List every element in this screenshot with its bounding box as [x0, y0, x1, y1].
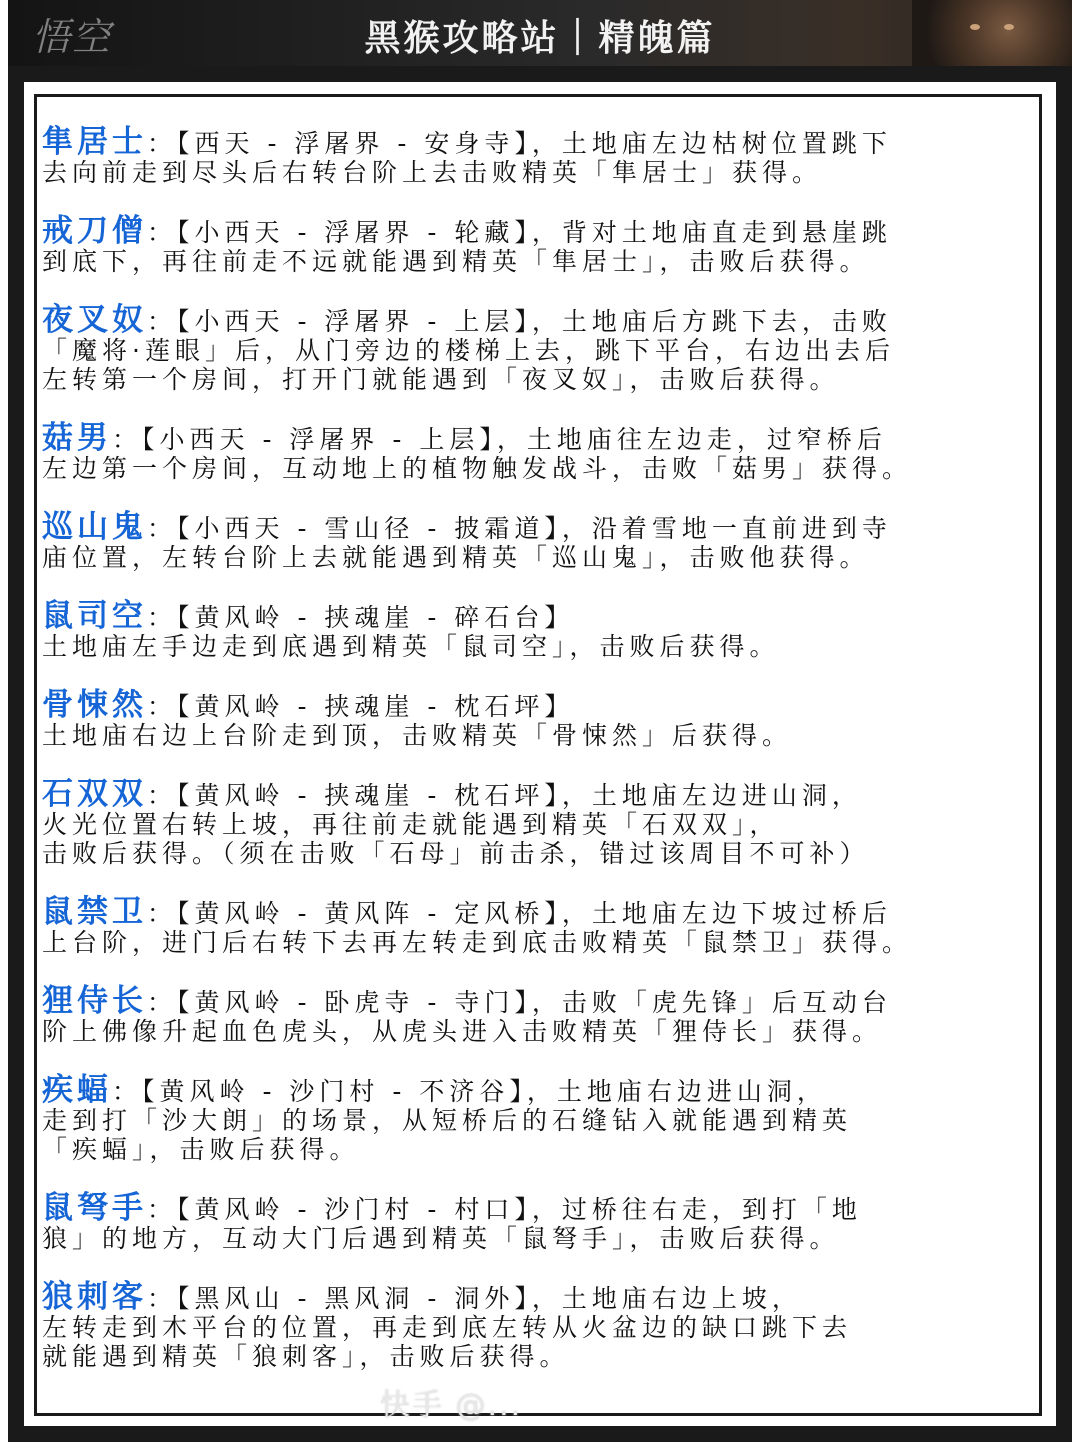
- entry-text: 上台阶，进门后右转下去再左转走到底击败精英「鼠禁卫」获得。: [42, 928, 913, 957]
- entry-first-line: [42, 894, 1042, 930]
- spirit-name: 鼠禁卫: [42, 894, 147, 930]
- entry-text: 左转走到木平台的位置，再走到底左转从火盆边的缺口跳下去: [42, 1313, 853, 1342]
- entry-line: [42, 632, 1042, 661]
- entry-line: [42, 721, 1042, 750]
- entry-text: 左边第一个房间，互动地上的植物触发战斗，击败「菇男」获得。: [42, 454, 913, 483]
- spirit-name: 夜叉奴: [42, 302, 147, 338]
- entry-text: ：【西天 - 浮屠界 - 安身寺】，土地庙左边枯树位置跳下: [147, 129, 892, 158]
- spirit-name: 狸侍长: [42, 983, 147, 1019]
- entry-first-line: [42, 1279, 1042, 1315]
- entry-text: ：【黄风岭 - 沙门村 - 村口】，过桥往右走，到打「地: [147, 1195, 862, 1224]
- spirit-entry: [42, 687, 1042, 750]
- entry-text: ：【黄风岭 - 黄风阵 - 定风桥】，土地庙左边下坡过桥后: [147, 899, 892, 928]
- header-banner: [8, 0, 1072, 66]
- entry-first-line: [42, 687, 1042, 723]
- entry-line: [42, 810, 1042, 839]
- entry-text: 土地庙左手边走到底遇到精英「鼠司空」，击败后获得。: [42, 632, 780, 661]
- entry-line: [42, 1224, 1042, 1253]
- entry-list: [42, 124, 1042, 1371]
- spirit-entry: [42, 213, 1042, 276]
- spirit-entry: [42, 776, 1042, 868]
- spirit-entry: [42, 1072, 1042, 1164]
- spirit-entry: [42, 983, 1042, 1046]
- entry-text: ：【黄风岭 - 沙门村 - 不济谷】，土地庙右边进山洞，: [112, 1077, 827, 1106]
- monkey-portrait-image: [912, 0, 1072, 66]
- entry-text: ：【小西天 - 雪山径 - 披霜道】，沿着雪地一直前进到寺: [147, 514, 892, 543]
- entry-line: [42, 1106, 1042, 1135]
- portrait-eye: [970, 24, 980, 30]
- entry-first-line: [42, 509, 1042, 545]
- entry-first-line: [42, 1072, 1042, 1108]
- page-title: 黑猴攻略站｜精魄篇: [364, 18, 716, 59]
- entry-text: ：【黄风岭 - 卧虎寺 - 寺门】，击败「虎先锋」后互动台: [147, 988, 892, 1017]
- entry-first-line: [42, 302, 1042, 338]
- entry-line: [42, 1017, 1042, 1046]
- entry-text: ：【黄风岭 - 挟魂崖 - 枕石坪】: [147, 692, 575, 721]
- spirit-name: 菇男: [42, 420, 112, 456]
- entry-text: 就能遇到精英「狼刺客」，击败后获得。: [42, 1342, 570, 1371]
- entry-text: 击败后获得。（须在击败「石母」前击杀，错过该周目不可补）: [42, 839, 870, 868]
- entry-line: [42, 543, 1042, 572]
- game-logo: 悟空: [32, 15, 113, 59]
- entry-first-line: [42, 420, 1042, 456]
- spirit-entry: [42, 1190, 1042, 1253]
- spirit-name: 隼居士: [42, 124, 147, 160]
- entry-text: 到底下，再往前走不远就能遇到精英「隼居士」，击败后获得。: [42, 247, 870, 276]
- entry-first-line: [42, 776, 1042, 812]
- spirit-name: 鼠司空: [42, 598, 147, 634]
- spirit-entry: [42, 1279, 1042, 1371]
- entry-text: ：【黄风岭 - 挟魂崖 - 碎石台】: [147, 603, 575, 632]
- entry-line: [42, 1313, 1042, 1342]
- entry-text: 去向前走到尽头后右转台阶上去击败精英「隼居士」获得。: [42, 158, 823, 187]
- spirit-name: 鼠弩手: [42, 1190, 147, 1226]
- entry-text: 土地庙右边上台阶走到顶，击败精英「骨悚然」后获得。: [42, 721, 793, 750]
- entry-first-line: [42, 124, 1042, 160]
- entry-line: [42, 454, 1042, 483]
- entry-first-line: [42, 983, 1042, 1019]
- entry-text: 走到打「沙大朗」的场景，从短桥后的石缝钻入就能遇到精英: [42, 1106, 853, 1135]
- spirit-entry: [42, 302, 1042, 394]
- spirit-entry: [42, 509, 1042, 572]
- entry-line: [42, 928, 1042, 957]
- entry-text: ：【黄风岭 - 挟魂崖 - 枕石坪】，土地庙左边进山洞，: [147, 781, 862, 810]
- spirit-name: 骨悚然: [42, 687, 147, 723]
- entry-text: 「魔将·莲眼」后，从门旁边的楼梯上去，跳下平台，右边出去后: [42, 336, 895, 365]
- spirit-name: 疾蝠: [42, 1072, 112, 1108]
- entry-text: 火光位置右转上坡，再往前走就能遇到精英「石双双」，: [42, 810, 780, 839]
- spirit-entry: [42, 124, 1042, 187]
- entry-text: 狼」的地方，互动大门后遇到精英「鼠弩手」，击败后获得。: [42, 1224, 840, 1253]
- entry-text: ：【小西天 - 浮屠界 - 上层】，土地庙后方跳下去，击败: [147, 307, 892, 336]
- entry-first-line: [42, 213, 1042, 249]
- entry-first-line: [42, 1190, 1042, 1226]
- spirit-entry: [42, 894, 1042, 957]
- entry-text: 「疾蝠」，击败后获得。: [42, 1135, 360, 1164]
- entry-line: [42, 336, 1042, 365]
- spirit-name: 狼刺客: [42, 1279, 147, 1315]
- spirit-name: 石双双: [42, 776, 147, 812]
- entry-text: ：【黑风山 - 黑风洞 - 洞外】，土地庙右边上坡，: [147, 1284, 802, 1313]
- entry-text: 阶上佛像升起血色虎头，从虎头进入击败精英「狸侍长」获得。: [42, 1017, 883, 1046]
- spirit-entry: [42, 420, 1042, 483]
- entry-first-line: [42, 598, 1042, 634]
- entry-line: [42, 247, 1042, 276]
- entry-text: 庙位置，左转台阶上去就能遇到精英「巡山鬼」，击败他获得。: [42, 543, 870, 572]
- entry-line: [42, 365, 1042, 394]
- entry-line: [42, 158, 1042, 187]
- entry-text: ：【小西天 - 浮屠界 - 上层】，土地庙往左边走，过窄桥后: [112, 425, 887, 454]
- spirit-name: 巡山鬼: [42, 509, 147, 545]
- portrait-eye: [1004, 24, 1014, 30]
- entry-line: [42, 839, 1042, 868]
- entry-line: [42, 1135, 1042, 1164]
- entry-text: 左转第一个房间，打开门就能遇到「夜叉奴」，击败后获得。: [42, 365, 840, 394]
- spirit-name: 戒刀僧: [42, 213, 147, 249]
- entry-line: [42, 1342, 1042, 1371]
- spirit-entry: [42, 598, 1042, 661]
- entry-text: ：【小西天 - 浮屠界 - 轮藏】，背对土地庙直走到悬崖跳: [147, 218, 892, 247]
- platform-watermark: 快手 @...: [380, 1388, 523, 1423]
